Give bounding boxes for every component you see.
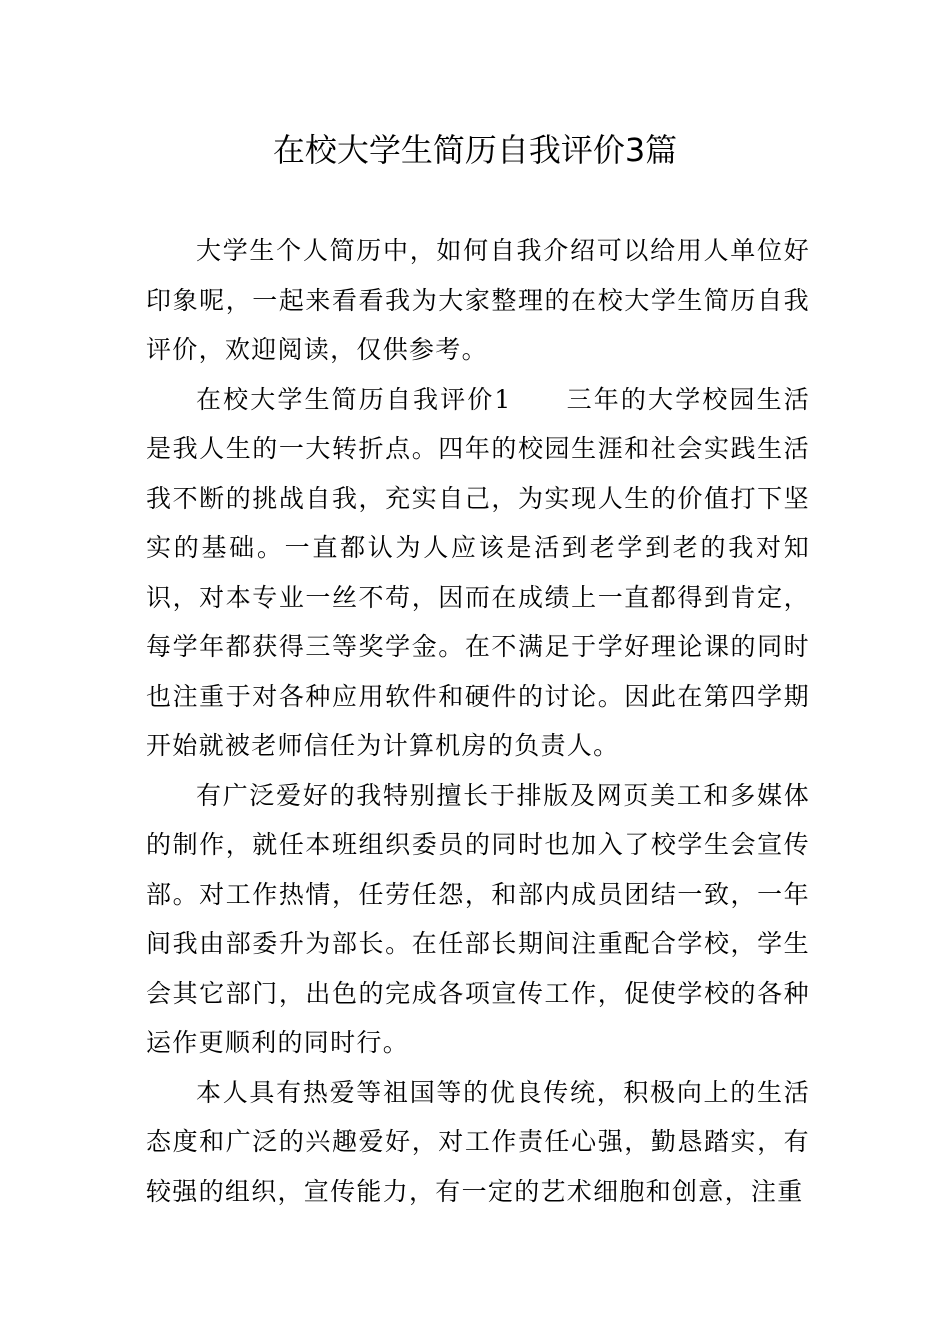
document-body [146,226,810,1216]
paragraph-intro: 大学生个人简历中，如何自我介绍可以给用人单位好印象呢，一起来看看我为大家整理的在校大学生简历自我评价，欢迎阅读，仅供参考。 [146,236,810,364]
paragraph-personality: 本人具有热爱等祖国等的优良传统，积极向上的生活态度和广泛的兴趣爱好，对工作责任心强，勤恳踏实，有较强的组织，宣传能力，有一定的艺术细胞和创意，注重 [146,1077,810,1206]
paragraph-evaluation-1: 在校大学生简历自我评价1 三年的大学校园生活是我人生的一大转折点。四年的校园生涯和社会实践生活我不断的挑战自我，充实自己，为实现人生的价值打下坚实的基础。一直都认为人应该是活到老学到老的我对知识，对本专业一丝不苟，因而在成绩上一直都得到肯定，每学年都获得三等奖学金。在不满足于学好理论课的同时也注重于对各种应用软件和硬件的讨论。因此在第四学期开始就被老师信任为计算机房的负责人。 [146,384,810,760]
paragraph-hobbies: 有广泛爱好的我特别擅长于排版及网页美工和多媒体的制作，就任本班组织委员的同时也加入了校学生会宣传部。对工作热情，任劳任怨，和部内成员团结一致，一年间我由部委升为部长。在任部长期间注重配合学校，学生会其它部门，出色的完成各项宣传工作，促使学校的各种运作更顺利的同时行。 [146,780,810,1057]
document-title: 在校大学生简历自我评价3篇 [272,131,678,169]
